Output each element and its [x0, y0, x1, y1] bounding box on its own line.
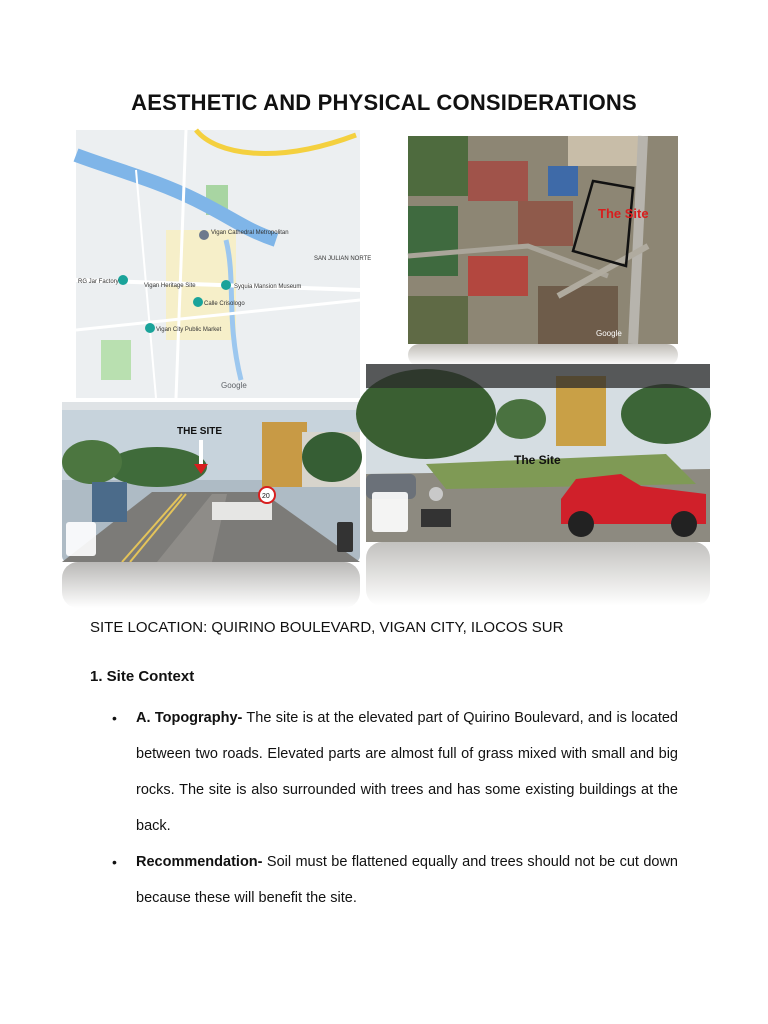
topography-text: The site is at the elevated part of Quirino Boulevard, and is located between two roads. Elevated parts are almost full of grass mixed with small and big rocks. The site is also surrounded with trees and has some existing buildings at the back.	[136, 710, 678, 834]
bullet-marker: •	[112, 710, 117, 726]
topography-bullet	[110, 700, 678, 844]
recommendation-text: Soil must be flattened equally and trees should not be cut down because these will benefit the site.	[136, 854, 678, 906]
street1-reflection	[62, 562, 360, 608]
map-label-san-julian: SAN JULIAN NORTE	[314, 256, 372, 262]
street-view-image-2	[366, 364, 710, 542]
satellite-google-logo: Google	[596, 329, 622, 338]
speed-limit-sign: 20	[262, 493, 270, 500]
map-image	[76, 130, 372, 398]
topography-label: A. Topography-	[136, 710, 243, 726]
bullet-marker: •	[112, 854, 117, 870]
map-label-market: Vigan City Public Market	[156, 327, 222, 333]
satellite-image	[408, 136, 678, 344]
context-bullet-list	[110, 700, 678, 916]
satellite-site-label: The Site	[598, 206, 649, 221]
street-view-image-1	[62, 402, 360, 562]
map-label-syquia: Syquia Mansion Museum	[234, 284, 302, 290]
recommendation-bullet	[110, 844, 678, 916]
site-location: SITE LOCATION: QUIRINO BOULEVARD, VIGAN CITY, ILOCOS SUR	[90, 619, 564, 636]
map-label-jar-factory: RG Jar Factory	[78, 279, 119, 285]
map-google-logo: Google	[221, 381, 247, 390]
street2-reflection	[366, 542, 710, 606]
section-heading: 1. Site Context	[90, 668, 195, 685]
page-title: AESTHETIC AND PHYSICAL CONSIDERATIONS	[131, 90, 637, 115]
recommendation-label: Recommendation-	[136, 854, 263, 870]
map-label-heritage: Vigan Heritage Site	[144, 283, 196, 289]
street2-site-label: The Site	[514, 453, 561, 467]
map-label-crisologo: Calle Crisologo	[204, 301, 245, 307]
map-label-cathedral: Vigan Cathedral Metropolitan	[211, 230, 289, 236]
satellite-reflection	[408, 344, 678, 366]
street1-site-label: THE SITE	[177, 426, 223, 437]
